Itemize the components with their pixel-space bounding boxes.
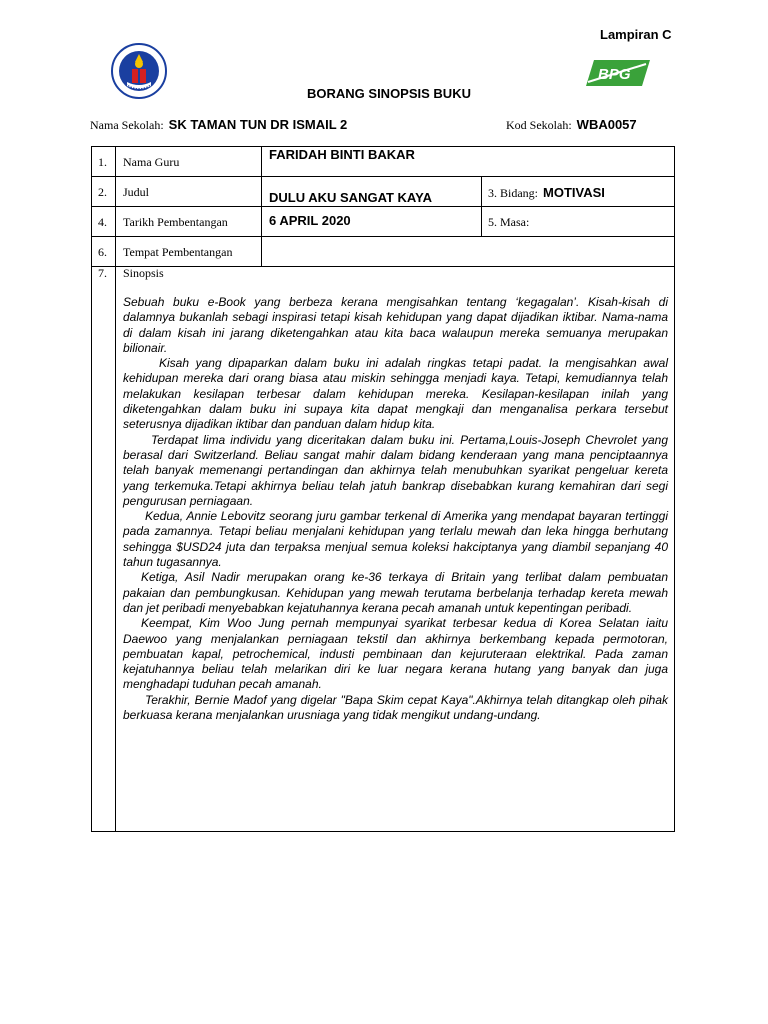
synopsis-paragraph: Sebuah buku e-Book yang berbeza kerana mengisahkan tentang ‘kegagalan’. Kisah-kisah di dalamnya bukanlah sebagi inspirasi tetapi kisah kehidupan yang dapat dijadikan iktibar. Nama-nama di dalam kisah ini jarang diketengahkan atau kita baca walaupun mereka semuanya merupakan bilionair. <box>123 295 668 355</box>
school-code-row <box>506 117 637 133</box>
field-label <box>488 185 605 201</box>
bpg-logo <box>584 56 654 90</box>
presentation-date-value: 6 APRIL 2020 <box>269 213 351 228</box>
field-label-text: 3. Bidang: <box>488 186 538 200</box>
synopsis-text <box>123 295 668 723</box>
school-code-label: Kod Sekolah: <box>506 118 572 132</box>
teacher-name-value: FARIDAH BINTI BAKAR <box>269 147 415 162</box>
synopsis-form <box>91 146 675 832</box>
row-number: 1. <box>98 155 107 169</box>
synopsis-paragraph: Keempat, Kim Woo Jung pernah mempunyai syarikat terbesar kedua di Korea Selatan iaitu Daewoo yang menjalankan perniagaan tekstil dan akhirnya berkembang kepada permotoran, pembuatan kapal, petrochemical, industi pembinaan dan kejuruteraan elektrikal. Pada zaman kejatuhannya beliau telah melarikan diri ke luar negara kerana hutang yang banyak dan juga menghadapi tuduhan pecah amanah. <box>123 616 668 692</box>
synopsis-paragraph: Kisah yang dipaparkan dalam buku ini adalah ringkas tetapi padat. Ia mengisahkan awal kehidupan mereka dari orang biasa atau miskin sehingga menjadi kaya. Tetapi, kemudiannya telah melakukan kesilapan terbesar dalam kehidupan mereka. Kesilapan-kesilapan inilah yang diketengahkan dalam buku ini supaya kita dapat mengkaji dan menganalisa perkara tersebut seterusnya dijadikan iktibar dan panduan dalam hidup kita. <box>123 356 668 432</box>
number-column-divider <box>115 147 116 831</box>
title-label: Judul <box>123 185 150 199</box>
row-divider <box>92 206 674 207</box>
school-name-row <box>90 117 347 133</box>
row-number: 7. <box>98 266 107 280</box>
teacher-name-label: Nama Guru <box>123 155 180 169</box>
presentation-venue-label: Tempat Pembentangan <box>123 245 233 259</box>
field-value: MOTIVASI <box>543 185 605 200</box>
row-number: 4. <box>98 215 107 229</box>
row-divider <box>92 176 674 177</box>
synopsis-paragraph: Terakhir, Bernie Madof yang digelar "Bapa Skim cepat Kaya".Akhirnya telah ditangkap oleh pihak berkuasa kerana menjalankan urusniaga yang tidak mengikut undang-undang. <box>123 692 668 723</box>
synopsis-paragraph: Terdapat lima individu yang diceritakan dalam buku ini. Pertama,Louis-Joseph Chevrolet yang berasal dari Switzerland. Beliau sangat mahir dalam bidang kenderaan yang mana penciptaannya telah banyak memenangi pertandingan dan akhirnya telah menubuhkan syarikat pengeluar kereta yang terkemuka.Tetapi akhirnya beliau telah jatuh bankrap disebabkan kurang kemahiran dari segi pengurusan perniagaan. <box>123 432 668 508</box>
presentation-date-label: Tarikh Pembentangan <box>123 215 228 229</box>
school-code-value: WBA0057 <box>576 117 637 132</box>
row-number: 6. <box>98 245 107 259</box>
synopsis-paragraph: Kedua, Annie Lebovitz seorang juru gambar terkenal di Amerika yang mendapat bayaran tertinggi pada zamannya. Tetapi beliau menjalani kehidupan yang terlalu mewah dan leka hingga berhutang sehingga $USD24 juta dan terpaksa menjual semua koleksi hakciptanya yang diambil sepanjang 40 tahun tugasannya. <box>123 509 668 570</box>
time-label: 5. Masa: <box>488 215 530 229</box>
synopsis-label: Sinopsis <box>123 266 164 280</box>
row-number: 2. <box>98 185 107 199</box>
form-title: BORANG SINOPSIS BUKU <box>307 86 471 101</box>
school-name-label: Nama Sekolah: <box>90 118 164 132</box>
row-divider <box>92 266 674 267</box>
bpg-logo-text: BPG <box>598 66 631 83</box>
synopsis-paragraph: Ketiga, Asil Nadir merupakan orang ke-36 terkaya di Britain yang terlibat dalam pembuatan pakaian dan pembungkusan. Kehidupan yang mewah terutama berbelanja terhadap kereta mewah dan jet peribadi menyebabkan kejatuhannya kerana pecah amanah untuk kepentingan peribadi. <box>123 570 668 615</box>
extra-column-divider <box>481 177 482 237</box>
school-name-value: SK TAMAN TUN DR ISMAIL 2 <box>168 117 348 132</box>
row-divider <box>92 236 674 237</box>
title-value: DULU AKU SANGAT KAYA <box>269 190 432 205</box>
label-column-divider <box>261 147 262 267</box>
lampiran-label: Lampiran C <box>600 27 672 42</box>
